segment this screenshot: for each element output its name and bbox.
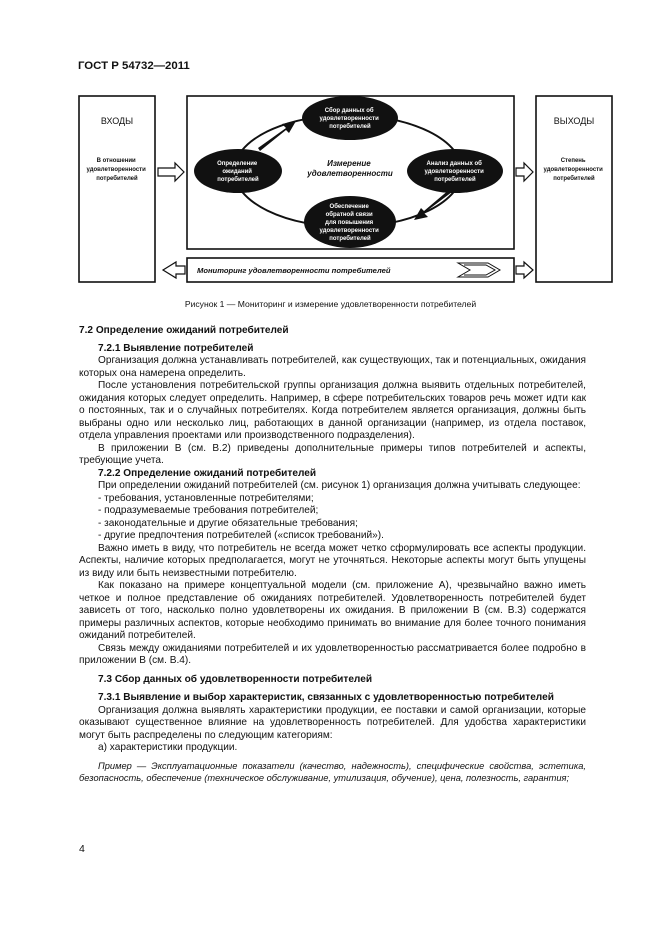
svg-text:Обеспечение обратной свя: Обеспечение обратной связи для повышения удовлетворенности потребителей — [319, 204, 379, 242]
document-code: ГОСТ Р 54732—2011 — [78, 60, 190, 72]
document-body — [79, 320, 586, 784]
monitoring-diagram — [0, 0, 661, 300]
list-item: а) характеристики продукции. — [98, 742, 238, 753]
list-item: - другие предпочтения потребителей («список требований»). — [98, 530, 384, 541]
paragraph: Организация должна устанавливать потребителей, как существующих, так и потенциальных, ожидания которых она намерена определить. — [79, 355, 586, 379]
paragraph: Важно иметь в виду, что потребитель не всегда может четко сформулировать все аспекты продукции. Аспекты, наличие которых предполагается, могут не уточняться. Некоторые аспекты могут быть упущены из виду или быть неизвестными потребителю. — [79, 542, 586, 579]
paragraph: При определении ожиданий потребителей (см. рисунок 1) организация должна учитывать следующее: — [98, 480, 581, 491]
paragraph: После установления потребительской группы организация должна выявить отдельных потребителей, ожидания которых следует определить. Например, в сфере потребительских товаров речь может идти как о постоянных, так и о случайных потребителях. Когда потребителем является организация, должны быть выбраны одно или несколько лиц, работающих в данной организации (например, из отдела поставок, отдела управления проектами или производственного подразделения). — [79, 380, 586, 441]
node-define-expectations — [194, 149, 282, 193]
section-7-3-1-heading: 7.3.1 Выявление и выбор характеристик, связанных с удовлетворенностью потребителей — [98, 692, 554, 703]
outputs-title: ВЫХОДЫ — [553, 116, 595, 126]
monitoring-label: Мониторинг удовлетворенности потребителей — [197, 266, 391, 275]
example-note: Пример — Эксплуатационные показатели (качество, надежность), специфические свойства, эстетика, безопасность, обеспечение (техническое обслуживание, утилизация, обучение), цена, полезность, гарантия; — [79, 760, 586, 783]
section-7-2-1-heading: 7.2.1 Выявление потребителей — [98, 342, 254, 354]
section-7-2-heading: 7.2 Определение ожиданий потребителей — [79, 325, 289, 336]
center-label: Измерение удовлетворенности — [307, 159, 393, 178]
inputs-title: ВХОДЫ — [100, 116, 134, 126]
list-item: - требования, установленные потребителями; — [98, 492, 314, 504]
node-collect-data — [302, 96, 398, 140]
node-feedback — [304, 196, 396, 248]
svg-text:Определение ожиданий: Определение ожиданий потребителей — [217, 161, 259, 183]
paragraph: В приложении В (см. В.2) приведены дополнительные примеры типов потребителей и аспекты, требующие учета. — [79, 442, 586, 466]
figure-caption: Рисунок 1 — Мониторинг и измерение удовлетворенности потребителей — [184, 299, 477, 309]
list-item: - подразумеваемые требования потребителей; — [98, 505, 319, 516]
page-number: 4 — [79, 843, 85, 855]
outputs-text: Степень удовлетворенности потребителей — [543, 158, 603, 182]
paragraph: Организация должна выявлять характеристики продукции, ее поставки и самой организации, которые оказывают существенное влияние на удовлетворенность потребителей. Для удобства характеристики могут быть распределены по следующим категориям: — [79, 704, 586, 741]
svg-text:Сбор данных об удовлетво: Сбор данных об удовлетворенности потребителей — [319, 108, 379, 130]
svg-text:Анализ данных об удовлет: Анализ данных об удовлетворенности потребителей — [424, 161, 484, 183]
node-analyze-data — [407, 149, 503, 193]
paragraph: Как показано на примере концептуальной модели (см. приложение А), чрезвычайно важно иметь четкое и полное представление об ожиданиях потребителей. Удовлетворенность потребителей будет зависеть от того, насколько полно удовлетворены их ожидания. В приложении В (см. В.3) содержатся примеры различных аспектов, которые необходимо принимать во внимание для более точного понимания ожиданий потребителей. — [79, 580, 586, 641]
section-7-3-heading: 7.3 Сбор данных об удовлетворенности потребителей — [98, 673, 373, 685]
list-item: - законодательные и другие обязательные требования; — [98, 517, 358, 529]
section-7-2-2-heading: 7.2.2 Определение ожиданий потребителей — [98, 467, 317, 479]
paragraph: Связь между ожиданиями потребителей и их удовлетворенностью рассматривается более подробно в приложении В (см. В.4). — [79, 642, 586, 666]
inputs-text: В отношении удовлетворенности потребителей — [86, 158, 146, 182]
